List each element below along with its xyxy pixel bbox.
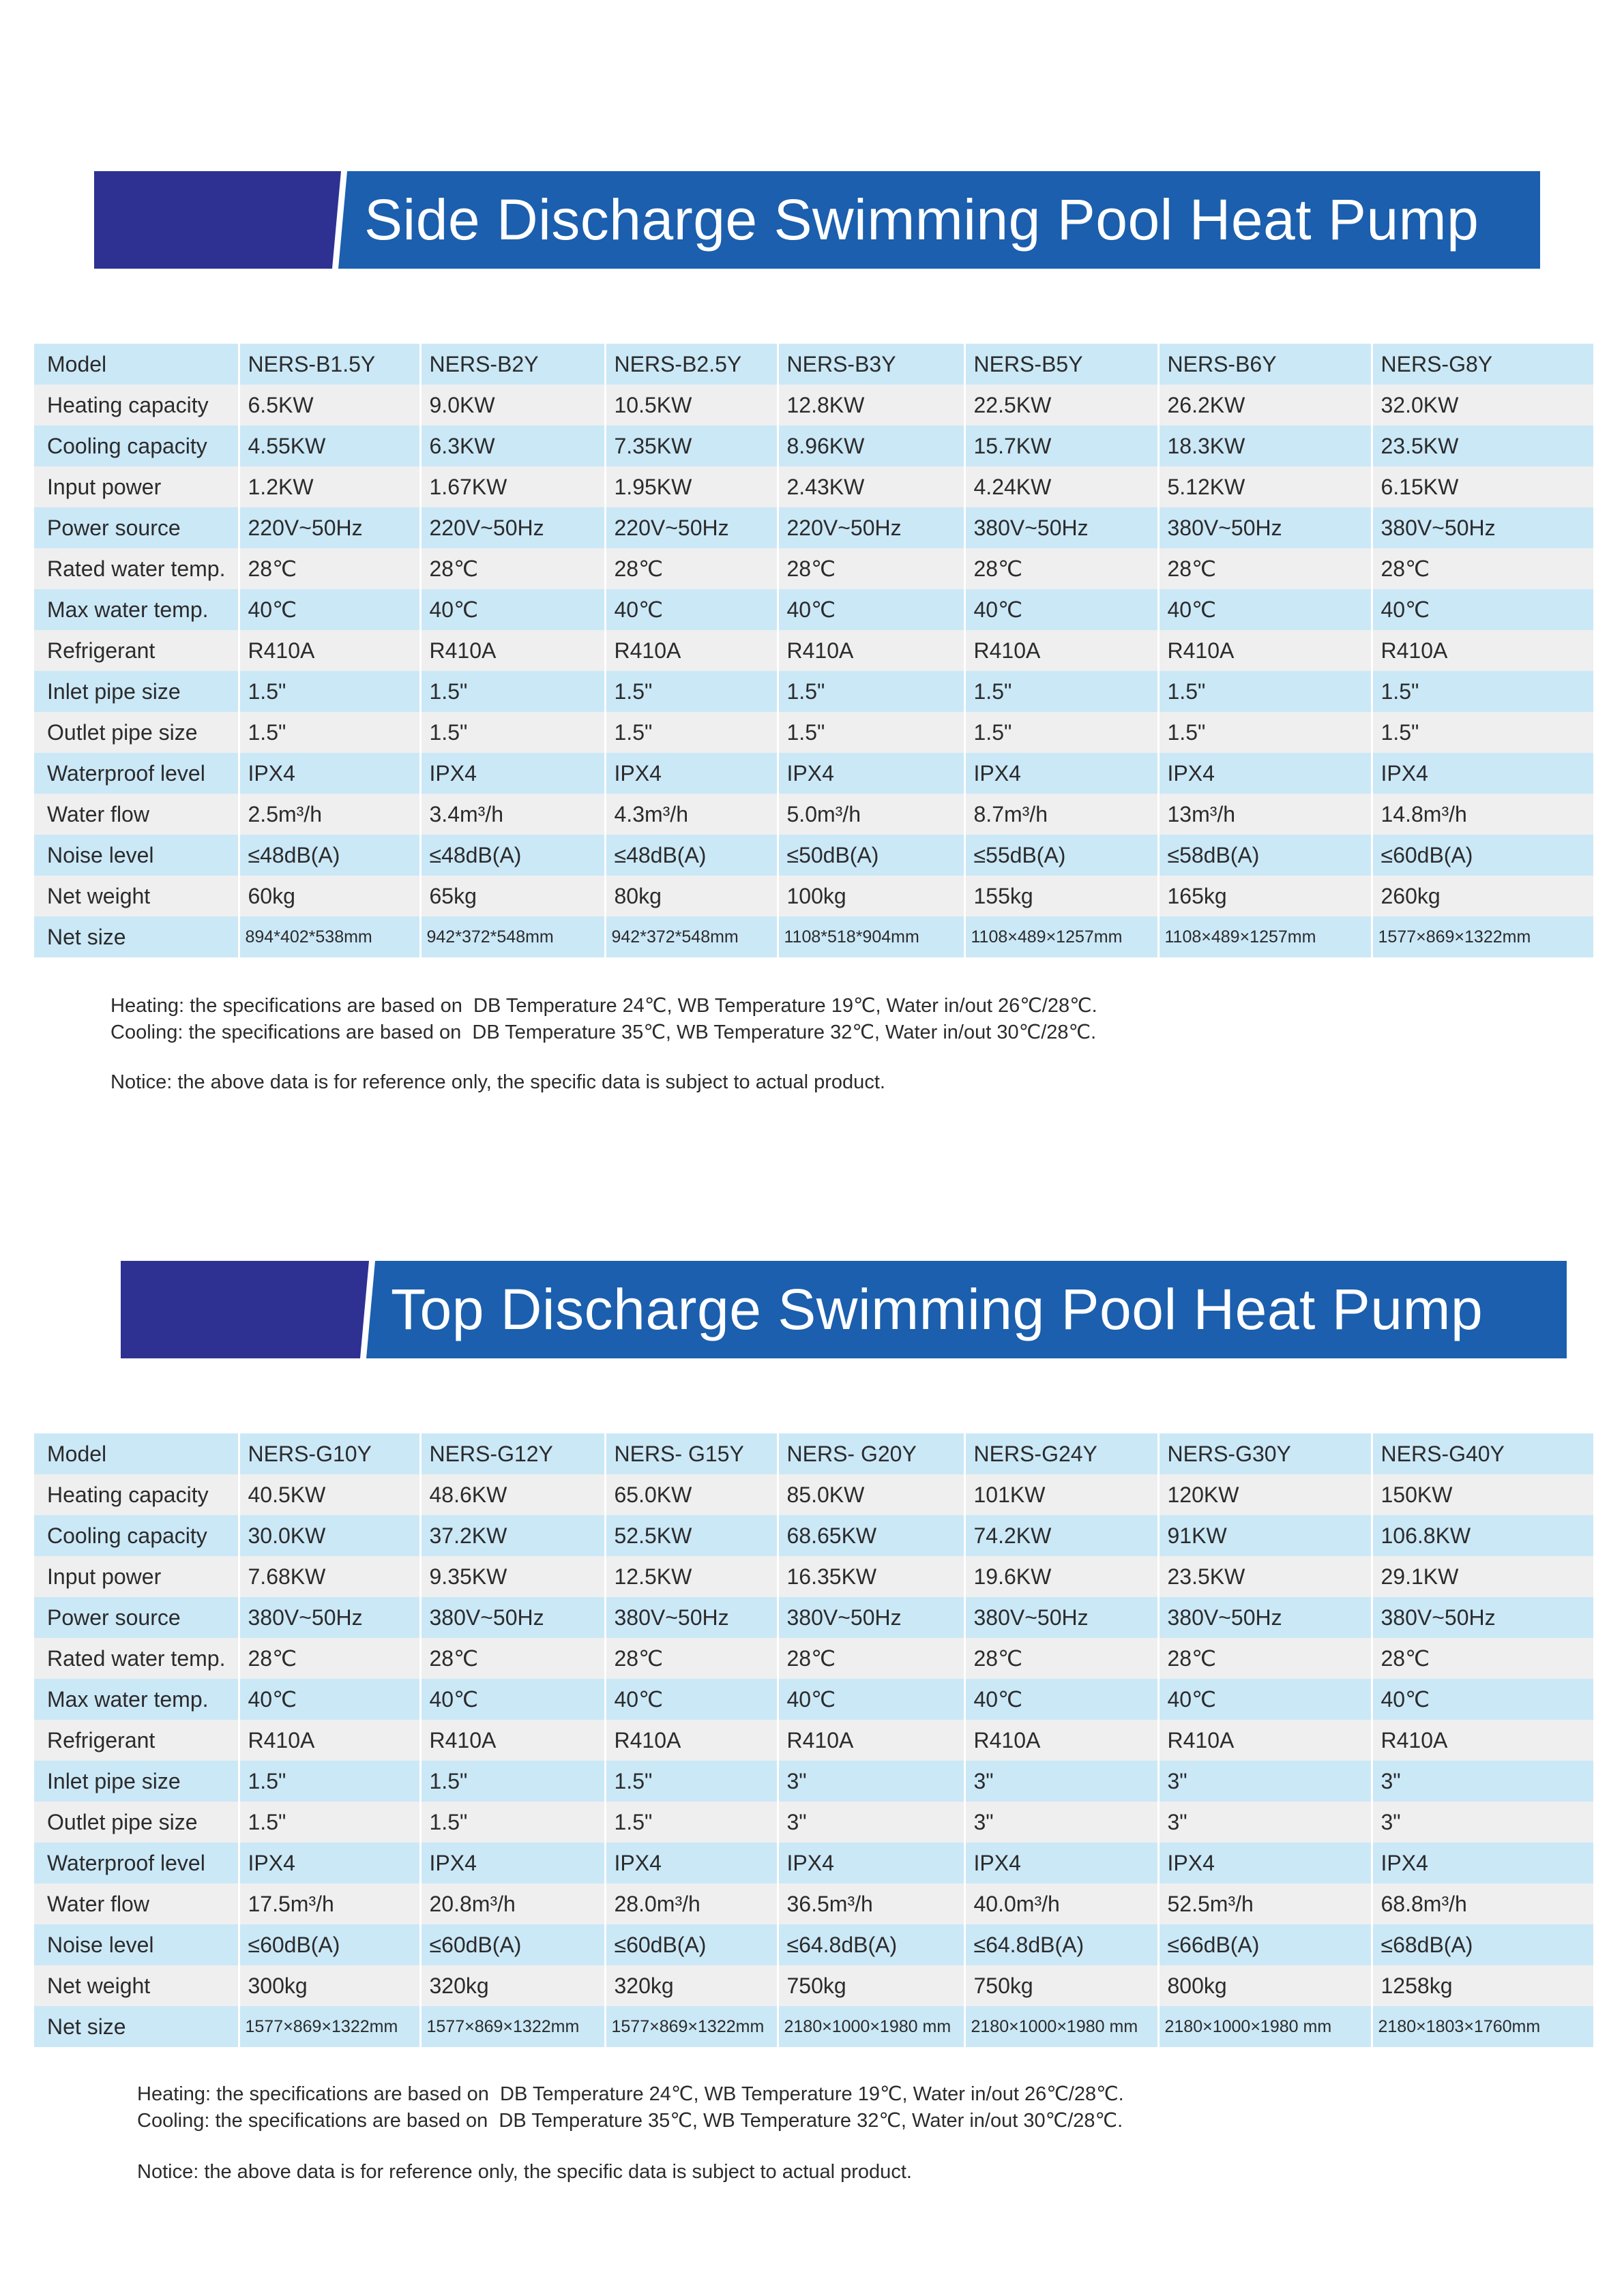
spec-value-cell: R410A (239, 630, 420, 671)
spec-row-label: Noise level (34, 1924, 239, 1965)
spec-value-cell: 9.0KW (420, 385, 605, 426)
spec-value-cell: 165kg (1158, 876, 1372, 916)
spec-table-top-discharge (34, 1433, 1593, 2047)
spec-value-cell: 2180×1000×1980 mm (778, 2006, 964, 2047)
spec-value-cell: R410A (778, 1720, 964, 1761)
spec-value-cell: 40.0m³/h (964, 1883, 1158, 1924)
spec-value-cell: 120KW (1158, 1474, 1372, 1515)
spec-value-cell: 1.5" (420, 1761, 605, 1802)
spec-value-cell: 380V~50Hz (1158, 507, 1372, 548)
spec-value-cell: R410A (964, 1720, 1158, 1761)
spec-value-cell: 220V~50Hz (420, 507, 605, 548)
spec-value-cell: IPX4 (605, 1843, 778, 1883)
spec-row-max-water-temp (34, 589, 1593, 630)
spec-value-cell: 23.5KW (1372, 426, 1593, 466)
spec-row-outlet-pipe-size (34, 1802, 1593, 1843)
spec-value-cell: 23.5KW (1158, 1556, 1372, 1597)
spec-row-outlet-pipe-size (34, 712, 1593, 753)
spec-value-cell: 1.5" (605, 671, 778, 712)
spec-row-inlet-pipe-size (34, 671, 1593, 712)
spec-value-cell: 65.0KW (605, 1474, 778, 1515)
spec-value-cell: 101KW (964, 1474, 1158, 1515)
spec-row-rated-water-temp (34, 1638, 1593, 1679)
spec-value-cell: ≤60dB(A) (420, 1924, 605, 1965)
spec-value-cell: R410A (420, 630, 605, 671)
spec-row-label: Net size (34, 2006, 239, 2047)
spec-value-cell: 28℃ (420, 548, 605, 589)
spec-value-cell: 380V~50Hz (778, 1597, 964, 1638)
spec-value-cell: 13m³/h (1158, 794, 1372, 835)
spec-value-cell: ≤60dB(A) (605, 1924, 778, 1965)
spec-value-cell: ≤64.8dB(A) (964, 1924, 1158, 1965)
spec-value-cell: 9.35KW (420, 1556, 605, 1597)
spec-value-cell: 29.1KW (1372, 1556, 1593, 1597)
spec-row-inlet-pipe-size (34, 1761, 1593, 1802)
spec-value-cell: IPX4 (964, 753, 1158, 794)
spec-value-cell: ≤48dB(A) (605, 835, 778, 876)
spec-value-cell: 28℃ (605, 1638, 778, 1679)
spec-row-label: Rated water temp. (34, 1638, 239, 1679)
spec-value-cell: 380V~50Hz (1158, 1597, 1372, 1638)
spec-row-label: Net weight (34, 1965, 239, 2006)
spec-value-cell: 2180×1000×1980 mm (1158, 2006, 1372, 2047)
spec-value-cell: 260kg (1372, 876, 1593, 916)
spec-value-cell: R410A (605, 630, 778, 671)
spec-value-cell: 28.0m³/h (605, 1883, 778, 1924)
spec-value-cell: 1.5" (778, 671, 964, 712)
spec-value-cell: 320kg (420, 1965, 605, 2006)
spec-value-cell: ≤64.8dB(A) (778, 1924, 964, 1965)
spec-value-cell: 1.5" (964, 712, 1158, 753)
spec-value-cell: 28℃ (964, 548, 1158, 589)
spec-value-cell: 3" (1372, 1802, 1593, 1843)
spec-value-cell: 894*402*538mm (239, 916, 420, 957)
spec-row-label: Power source (34, 1597, 239, 1638)
spec-value-cell: 40℃ (1372, 1679, 1593, 1720)
spec-value-cell: 52.5KW (605, 1515, 778, 1556)
spec-value-cell: 3" (778, 1802, 964, 1843)
spec-value-cell: 4.55KW (239, 426, 420, 466)
spec-value-cell: 40℃ (964, 589, 1158, 630)
spec-value-cell: 8.7m³/h (964, 794, 1158, 835)
spec-value-cell: 150KW (1372, 1474, 1593, 1515)
banner-accent-block (121, 1261, 369, 1358)
spec-row-waterproof-level (34, 753, 1593, 794)
spec-value-cell: R410A (1372, 630, 1593, 671)
spec-value-cell: IPX4 (1158, 1843, 1372, 1883)
spec-row-label: Heating capacity (34, 385, 239, 426)
spec-value-cell: 1.5" (239, 1802, 420, 1843)
spec-row-waterproof-level (34, 1843, 1593, 1883)
spec-value-cell: 1.5" (420, 1802, 605, 1843)
spec-row-power-source (34, 507, 1593, 548)
spec-value-cell: R410A (1158, 1720, 1372, 1761)
spec-value-cell: 2180×1000×1980 mm (964, 2006, 1158, 2047)
model-name-cell: NERS-G40Y (1372, 1433, 1593, 1474)
spec-value-cell: 1.5" (239, 712, 420, 753)
spec-value-cell: 60kg (239, 876, 420, 916)
cooling-conditions-note: Cooling: the specifications are based on DB Temperature 35℃, WB Temperature 32℃, Water in/out 30℃/28℃. (137, 2110, 1123, 2132)
spec-value-cell: 1.5" (778, 712, 964, 753)
spec-value-cell: 942*372*548mm (605, 916, 778, 957)
spec-row-label: Model (34, 344, 239, 385)
spec-value-cell: R410A (605, 1720, 778, 1761)
spec-value-cell: R410A (778, 630, 964, 671)
spec-row-label: Cooling capacity (34, 1515, 239, 1556)
spec-value-cell: 40℃ (778, 589, 964, 630)
model-name-cell: NERS-G24Y (964, 1433, 1158, 1474)
spec-value-cell: 18.3KW (1158, 426, 1372, 466)
spec-row-power-source (34, 1597, 1593, 1638)
spec-value-cell: 1.5" (1372, 671, 1593, 712)
spec-row-label: Inlet pipe size (34, 671, 239, 712)
spec-value-cell: ≤48dB(A) (420, 835, 605, 876)
spec-value-cell: 10.5KW (605, 385, 778, 426)
spec-row-water-flow (34, 794, 1593, 835)
spec-value-cell: ≤50dB(A) (778, 835, 964, 876)
spec-value-cell: 32.0KW (1372, 385, 1593, 426)
spec-row-refrigerant (34, 1720, 1593, 1761)
section-banner-top-discharge (121, 1261, 1567, 1358)
spec-value-cell: 28℃ (239, 1638, 420, 1679)
spec-row-label: Net weight (34, 876, 239, 916)
spec-value-cell: 380V~50Hz (605, 1597, 778, 1638)
section-title: Side Discharge Swimming Pool Heat Pump (364, 188, 1479, 252)
spec-value-cell: IPX4 (239, 1843, 420, 1883)
model-name-cell: NERS-B1.5Y (239, 344, 420, 385)
spec-value-cell: 26.2KW (1158, 385, 1372, 426)
cooling-conditions-note: Cooling: the specifications are based on DB Temperature 35℃, WB Temperature 32℃, Water in/out 30℃/28℃. (110, 1022, 1097, 1043)
spec-value-cell: 300kg (239, 1965, 420, 2006)
spec-value-cell: 40℃ (239, 589, 420, 630)
spec-value-cell: 106.8KW (1372, 1515, 1593, 1556)
spec-value-cell: 16.35KW (778, 1556, 964, 1597)
spec-value-cell: 1.2KW (239, 466, 420, 507)
spec-value-cell: 28℃ (964, 1638, 1158, 1679)
spec-row-label: Max water temp. (34, 589, 239, 630)
spec-row-model (34, 1433, 1593, 1474)
spec-value-cell: 28℃ (778, 1638, 964, 1679)
spec-value-cell: 40℃ (239, 1679, 420, 1720)
spec-row-label: Refrigerant (34, 630, 239, 671)
spec-value-cell: 220V~50Hz (778, 507, 964, 548)
spec-value-cell: 380V~50Hz (1372, 1597, 1593, 1638)
spec-row-noise-level (34, 1924, 1593, 1965)
spec-row-cooling-capacity (34, 426, 1593, 466)
spec-value-cell: 1.5" (1158, 671, 1372, 712)
spec-value-cell: R410A (1158, 630, 1372, 671)
spec-row-label: Outlet pipe size (34, 712, 239, 753)
spec-value-cell: 8.96KW (778, 426, 964, 466)
model-name-cell: NERS-G12Y (420, 1433, 605, 1474)
spec-value-cell: 4.3m³/h (605, 794, 778, 835)
model-name-cell: NERS-B3Y (778, 344, 964, 385)
spec-table-side-discharge (34, 344, 1593, 957)
spec-value-cell: ≤48dB(A) (239, 835, 420, 876)
spec-row-label: Net size (34, 916, 239, 957)
spec-row-label: Model (34, 1433, 239, 1474)
spec-row-label: Water flow (34, 1883, 239, 1924)
spec-value-cell: R410A (420, 1720, 605, 1761)
spec-value-cell: 6.3KW (420, 426, 605, 466)
spec-value-cell: 942*372*548mm (420, 916, 605, 957)
spec-value-cell: 1.5" (605, 1761, 778, 1802)
spec-value-cell: 1577×869×1322mm (239, 2006, 420, 2047)
spec-value-cell: 40℃ (778, 1679, 964, 1720)
spec-value-cell: 3" (1158, 1802, 1372, 1843)
spec-value-cell: IPX4 (605, 753, 778, 794)
spec-value-cell: 6.5KW (239, 385, 420, 426)
spec-row-label: Inlet pipe size (34, 1761, 239, 1802)
spec-value-cell: 91KW (1158, 1515, 1372, 1556)
model-name-cell: NERS-G30Y (1158, 1433, 1372, 1474)
spec-value-cell: 36.5m³/h (778, 1883, 964, 1924)
spec-value-cell: R410A (964, 630, 1158, 671)
spec-row-model (34, 344, 1593, 385)
spec-value-cell: 28℃ (778, 548, 964, 589)
spec-value-cell: 320kg (605, 1965, 778, 2006)
spec-value-cell: 380V~50Hz (964, 507, 1158, 548)
spec-value-cell: 3" (964, 1802, 1158, 1843)
spec-row-label: Waterproof level (34, 753, 239, 794)
spec-value-cell: 19.6KW (964, 1556, 1158, 1597)
spec-value-cell: 1108×489×1257mm (1158, 916, 1372, 957)
spec-value-cell: 5.12KW (1158, 466, 1372, 507)
heating-conditions-note: Heating: the specifications are based on DB Temperature 24℃, WB Temperature 19℃, Water in/out 26℃/28℃. (110, 995, 1097, 1017)
spec-value-cell: 65kg (420, 876, 605, 916)
spec-row-refrigerant (34, 630, 1593, 671)
spec-value-cell: 750kg (778, 1965, 964, 2006)
spec-value-cell: 3" (778, 1761, 964, 1802)
spec-value-cell: 380V~50Hz (1372, 507, 1593, 548)
spec-value-cell: 800kg (1158, 1965, 1372, 2006)
reference-notice: Notice: the above data is for reference only, the specific data is subject to actual product. (110, 1071, 885, 1093)
spec-value-cell: 17.5m³/h (239, 1883, 420, 1924)
spec-value-cell: 40℃ (1158, 1679, 1372, 1720)
spec-value-cell: ≤58dB(A) (1158, 835, 1372, 876)
reference-notice: Notice: the above data is for reference only, the specific data is subject to actual product. (137, 2161, 912, 2183)
spec-value-cell: ≤66dB(A) (1158, 1924, 1372, 1965)
spec-value-cell: 2.5m³/h (239, 794, 420, 835)
spec-value-cell: 20.8m³/h (420, 1883, 605, 1924)
spec-value-cell: 100kg (778, 876, 964, 916)
spec-value-cell: IPX4 (1372, 1843, 1593, 1883)
spec-value-cell: 1.5" (420, 671, 605, 712)
spec-value-cell: 40℃ (605, 589, 778, 630)
spec-value-cell: 1.5" (964, 671, 1158, 712)
spec-value-cell: IPX4 (239, 753, 420, 794)
spec-row-label: Power source (34, 507, 239, 548)
spec-value-cell: 1.95KW (605, 466, 778, 507)
spec-value-cell: 28℃ (239, 548, 420, 589)
spec-value-cell: 3.4m³/h (420, 794, 605, 835)
spec-value-cell: 12.8KW (778, 385, 964, 426)
spec-row-cooling-capacity (34, 1515, 1593, 1556)
model-name-cell: NERS-B2.5Y (605, 344, 778, 385)
spec-value-cell: ≤55dB(A) (964, 835, 1158, 876)
spec-value-cell: 1.67KW (420, 466, 605, 507)
spec-row-heating-capacity (34, 385, 1593, 426)
spec-value-cell: 40℃ (420, 589, 605, 630)
spec-row-net-weight (34, 1965, 1593, 2006)
spec-value-cell: 68.8m³/h (1372, 1883, 1593, 1924)
spec-value-cell: 4.24KW (964, 466, 1158, 507)
spec-value-cell: 7.35KW (605, 426, 778, 466)
spec-row-label: Max water temp. (34, 1679, 239, 1720)
spec-row-net-weight (34, 876, 1593, 916)
spec-row-max-water-temp (34, 1679, 1593, 1720)
spec-value-cell: IPX4 (778, 1843, 964, 1883)
spec-value-cell: 380V~50Hz (239, 1597, 420, 1638)
spec-value-cell: IPX4 (420, 1843, 605, 1883)
spec-value-cell: 28℃ (1372, 548, 1593, 589)
spec-value-cell: 220V~50Hz (605, 507, 778, 548)
section-title: Top Discharge Swimming Pool Heat Pump (391, 1277, 1483, 1341)
spec-row-label: Refrigerant (34, 1720, 239, 1761)
spec-value-cell: 1108×489×1257mm (964, 916, 1158, 957)
spec-value-cell: 48.6KW (420, 1474, 605, 1515)
spec-value-cell: 40℃ (605, 1679, 778, 1720)
spec-value-cell: 1577×869×1322mm (605, 2006, 778, 2047)
spec-row-water-flow (34, 1883, 1593, 1924)
banner-accent-block (94, 171, 341, 269)
model-name-cell: NERS-B2Y (420, 344, 605, 385)
spec-value-cell: 40.5KW (239, 1474, 420, 1515)
spec-value-cell: 40℃ (420, 1679, 605, 1720)
spec-value-cell: 28℃ (1158, 1638, 1372, 1679)
spec-row-label: Waterproof level (34, 1843, 239, 1883)
spec-value-cell: 3" (964, 1761, 1158, 1802)
spec-row-net-size (34, 916, 1593, 957)
model-name-cell: NERS- G15Y (605, 1433, 778, 1474)
spec-row-input-power (34, 1556, 1593, 1597)
spec-row-input-power (34, 466, 1593, 507)
spec-table (34, 344, 1593, 957)
spec-value-cell: 6.15KW (1372, 466, 1593, 507)
spec-row-label: Rated water temp. (34, 548, 239, 589)
spec-value-cell: 74.2KW (964, 1515, 1158, 1556)
section-banner-side-discharge (94, 171, 1540, 269)
spec-value-cell: 40℃ (1158, 589, 1372, 630)
spec-value-cell: 1577×869×1322mm (420, 2006, 605, 2047)
spec-row-net-size (34, 2006, 1593, 2047)
spec-value-cell: 3" (1158, 1761, 1372, 1802)
spec-value-cell: 220V~50Hz (239, 507, 420, 548)
spec-value-cell: ≤60dB(A) (239, 1924, 420, 1965)
spec-value-cell: 2.43KW (778, 466, 964, 507)
spec-value-cell: 1.5" (239, 671, 420, 712)
spec-value-cell: 22.5KW (964, 385, 1158, 426)
spec-value-cell: IPX4 (1372, 753, 1593, 794)
model-name-cell: NERS-B5Y (964, 344, 1158, 385)
heating-conditions-note: Heating: the specifications are based on DB Temperature 24℃, WB Temperature 19℃, Water in/out 26℃/28℃. (137, 2083, 1124, 2105)
spec-value-cell: 3" (1372, 1761, 1593, 1802)
spec-value-cell: 5.0m³/h (778, 794, 964, 835)
spec-value-cell: 15.7KW (964, 426, 1158, 466)
spec-value-cell: 1.5" (605, 1802, 778, 1843)
spec-value-cell: 14.8m³/h (1372, 794, 1593, 835)
spec-value-cell: 12.5KW (605, 1556, 778, 1597)
spec-value-cell: IPX4 (420, 753, 605, 794)
spec-row-label: Outlet pipe size (34, 1802, 239, 1843)
spec-value-cell: R410A (1372, 1720, 1593, 1761)
spec-value-cell: ≤68dB(A) (1372, 1924, 1593, 1965)
spec-value-cell: ≤60dB(A) (1372, 835, 1593, 876)
spec-value-cell: 80kg (605, 876, 778, 916)
spec-value-cell: 1.5" (605, 712, 778, 753)
spec-value-cell: 1258kg (1372, 1965, 1593, 2006)
spec-row-label: Input power (34, 466, 239, 507)
spec-value-cell: 28℃ (1158, 548, 1372, 589)
model-name-cell: NERS-B6Y (1158, 344, 1372, 385)
spec-value-cell: 1.5" (1372, 712, 1593, 753)
spec-value-cell: 1577×869×1322mm (1372, 916, 1593, 957)
spec-value-cell: 30.0KW (239, 1515, 420, 1556)
spec-row-label: Noise level (34, 835, 239, 876)
spec-value-cell: 750kg (964, 1965, 1158, 2006)
spec-row-rated-water-temp (34, 548, 1593, 589)
spec-value-cell: 2180×1803×1760mm (1372, 2006, 1593, 2047)
spec-value-cell: 1.5" (420, 712, 605, 753)
spec-value-cell: 37.2KW (420, 1515, 605, 1556)
spec-value-cell: 380V~50Hz (420, 1597, 605, 1638)
spec-value-cell: 1.5" (1158, 712, 1372, 753)
spec-value-cell: 1108*518*904mm (778, 916, 964, 957)
spec-row-label: Input power (34, 1556, 239, 1597)
spec-value-cell: IPX4 (964, 1843, 1158, 1883)
spec-value-cell: IPX4 (1158, 753, 1372, 794)
spec-value-cell: 40℃ (964, 1679, 1158, 1720)
spec-row-label: Cooling capacity (34, 426, 239, 466)
spec-value-cell: 85.0KW (778, 1474, 964, 1515)
spec-value-cell: 7.68KW (239, 1556, 420, 1597)
model-name-cell: NERS-G8Y (1372, 344, 1593, 385)
spec-value-cell: R410A (239, 1720, 420, 1761)
spec-value-cell: 28℃ (420, 1638, 605, 1679)
spec-row-label: Heating capacity (34, 1474, 239, 1515)
spec-value-cell: 52.5m³/h (1158, 1883, 1372, 1924)
spec-value-cell: IPX4 (778, 753, 964, 794)
spec-value-cell: 380V~50Hz (964, 1597, 1158, 1638)
spec-value-cell: 28℃ (605, 548, 778, 589)
spec-value-cell: 40℃ (1372, 589, 1593, 630)
spec-value-cell: 1.5" (239, 1761, 420, 1802)
spec-row-heating-capacity (34, 1474, 1593, 1515)
spec-row-noise-level (34, 835, 1593, 876)
model-name-cell: NERS-G10Y (239, 1433, 420, 1474)
spec-value-cell: 68.65KW (778, 1515, 964, 1556)
spec-table (34, 1433, 1593, 2047)
spec-value-cell: 28℃ (1372, 1638, 1593, 1679)
model-name-cell: NERS- G20Y (778, 1433, 964, 1474)
spec-row-label: Water flow (34, 794, 239, 835)
spec-value-cell: 155kg (964, 876, 1158, 916)
